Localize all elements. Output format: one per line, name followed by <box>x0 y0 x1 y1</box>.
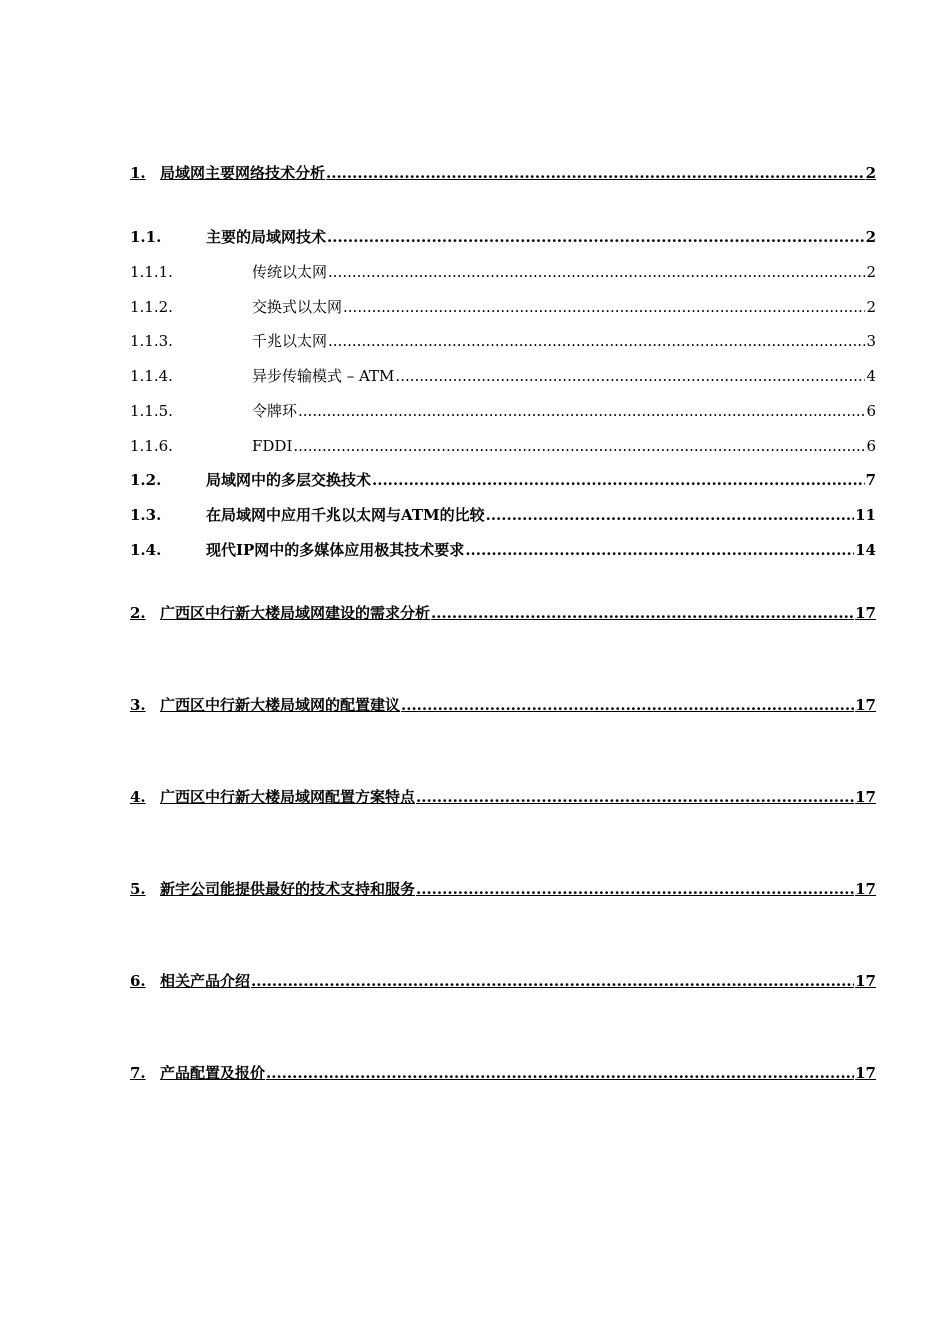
toc-number: 1.3. <box>130 506 162 524</box>
toc-title: 在局域网中应用千兆以太网与ATM的比较 <box>206 506 485 524</box>
toc-number: 1.2. <box>130 471 162 489</box>
toc-title: 主要的局域网技术 <box>206 228 327 246</box>
toc-entry-5[interactable] <box>130 874 876 898</box>
toc-entry-1-1-1[interactable] <box>130 257 876 281</box>
toc-title: 令牌环 <box>252 402 298 420</box>
toc-page-number: 17 <box>855 880 876 898</box>
toc-page-number: 17 <box>855 604 876 622</box>
toc-title: 广西区中行新大楼局域网配置方案特点 <box>160 788 416 806</box>
toc-title: 千兆以太网 <box>252 332 328 350</box>
toc-number: 1.4. <box>130 541 162 559</box>
toc-leader-dots <box>328 263 865 281</box>
toc-leader-dots <box>327 228 865 246</box>
toc-title: FDDI <box>252 437 293 455</box>
toc-leader-dots <box>328 332 865 350</box>
toc-entry-3[interactable] <box>130 690 876 714</box>
toc-page-number: 14 <box>855 541 876 559</box>
toc-page-number: 2 <box>866 298 876 316</box>
toc-entry-1-1[interactable] <box>130 222 876 246</box>
toc-entry-1-2[interactable] <box>130 465 876 489</box>
toc-leader-dots <box>251 972 854 990</box>
toc-page-number: 17 <box>855 788 876 806</box>
toc-page-number: 7 <box>865 471 876 489</box>
toc-title: 相关产品介绍 <box>160 972 251 990</box>
toc-page-number: 3 <box>866 332 876 350</box>
toc-leader-dots <box>266 1064 854 1082</box>
toc-number: 1. <box>130 164 146 182</box>
toc-entry-1-1-2[interactable] <box>130 292 876 316</box>
toc-entry-1-1-5[interactable] <box>130 396 876 420</box>
toc-number: 2. <box>130 604 146 622</box>
toc-number: 1.1.5. <box>130 402 173 420</box>
toc-page-number: 17 <box>855 1064 876 1082</box>
toc-entry-4[interactable] <box>130 782 876 806</box>
toc-entry-7[interactable] <box>130 1058 876 1082</box>
toc-entry-1-1-6[interactable] <box>130 431 876 455</box>
toc-entry-1-1-3[interactable] <box>130 326 876 350</box>
toc-page-number: 2 <box>865 164 876 182</box>
toc-page-number: 11 <box>855 506 876 524</box>
toc-title: 传统以太网 <box>252 263 328 281</box>
toc-page-number: 4 <box>866 367 876 385</box>
toc-entry-1-3[interactable] <box>130 500 876 524</box>
toc-title: 产品配置及报价 <box>160 1064 266 1082</box>
toc-leader-dots <box>372 471 865 489</box>
toc-page-number: 6 <box>866 437 876 455</box>
toc-entry-1-4[interactable] <box>130 535 876 559</box>
toc-leader-dots <box>326 164 865 182</box>
toc-title: 现代IP网中的多媒体应用极其技术要求 <box>206 541 465 559</box>
toc-title: 广西区中行新大楼局域网建设的需求分析 <box>160 604 431 622</box>
toc-number: 1.1.3. <box>130 332 173 350</box>
toc-page-number: 17 <box>855 972 876 990</box>
toc-leader-dots <box>431 604 854 622</box>
toc-leader-dots <box>416 880 854 898</box>
toc-leader-dots <box>293 437 865 455</box>
toc-title: 局域网中的多层交换技术 <box>206 471 372 489</box>
toc-title: 广西区中行新大楼局域网的配置建议 <box>160 696 401 714</box>
toc-page-number: 2 <box>866 263 876 281</box>
toc-leader-dots <box>465 541 854 559</box>
toc-title: 新宇公司能提供最好的技术支持和服务 <box>160 880 416 898</box>
toc-entry-6[interactable] <box>130 966 876 990</box>
toc-number: 5. <box>130 880 146 898</box>
toc-leader-dots <box>401 696 854 714</box>
toc-leader-dots <box>416 788 854 806</box>
toc-number: 1.1.2. <box>130 298 173 316</box>
toc-title: 异步传输模式 – ATM <box>252 367 395 385</box>
toc-title: 局域网主要网络技术分析 <box>160 164 326 182</box>
toc-leader-dots <box>395 367 865 385</box>
toc-number: 1.1. <box>130 228 162 246</box>
toc-entry-2[interactable] <box>130 598 876 622</box>
toc-number: 1.1.6. <box>130 437 173 455</box>
toc-number: 4. <box>130 788 146 806</box>
toc-number: 1.1.1. <box>130 263 173 281</box>
toc-number: 1.1.4. <box>130 367 173 385</box>
toc-page-number: 6 <box>866 402 876 420</box>
toc-page-number: 2 <box>865 228 876 246</box>
toc-leader-dots <box>343 298 865 316</box>
toc-entry-1[interactable] <box>130 158 876 182</box>
toc-page-number: 17 <box>855 696 876 714</box>
toc-number: 7. <box>130 1064 146 1082</box>
toc-number: 6. <box>130 972 146 990</box>
toc-title: 交换式以太网 <box>252 298 343 316</box>
toc-leader-dots <box>486 506 855 524</box>
toc-number: 3. <box>130 696 146 714</box>
toc-leader-dots <box>298 402 865 420</box>
toc-entry-1-1-4[interactable] <box>130 361 876 385</box>
